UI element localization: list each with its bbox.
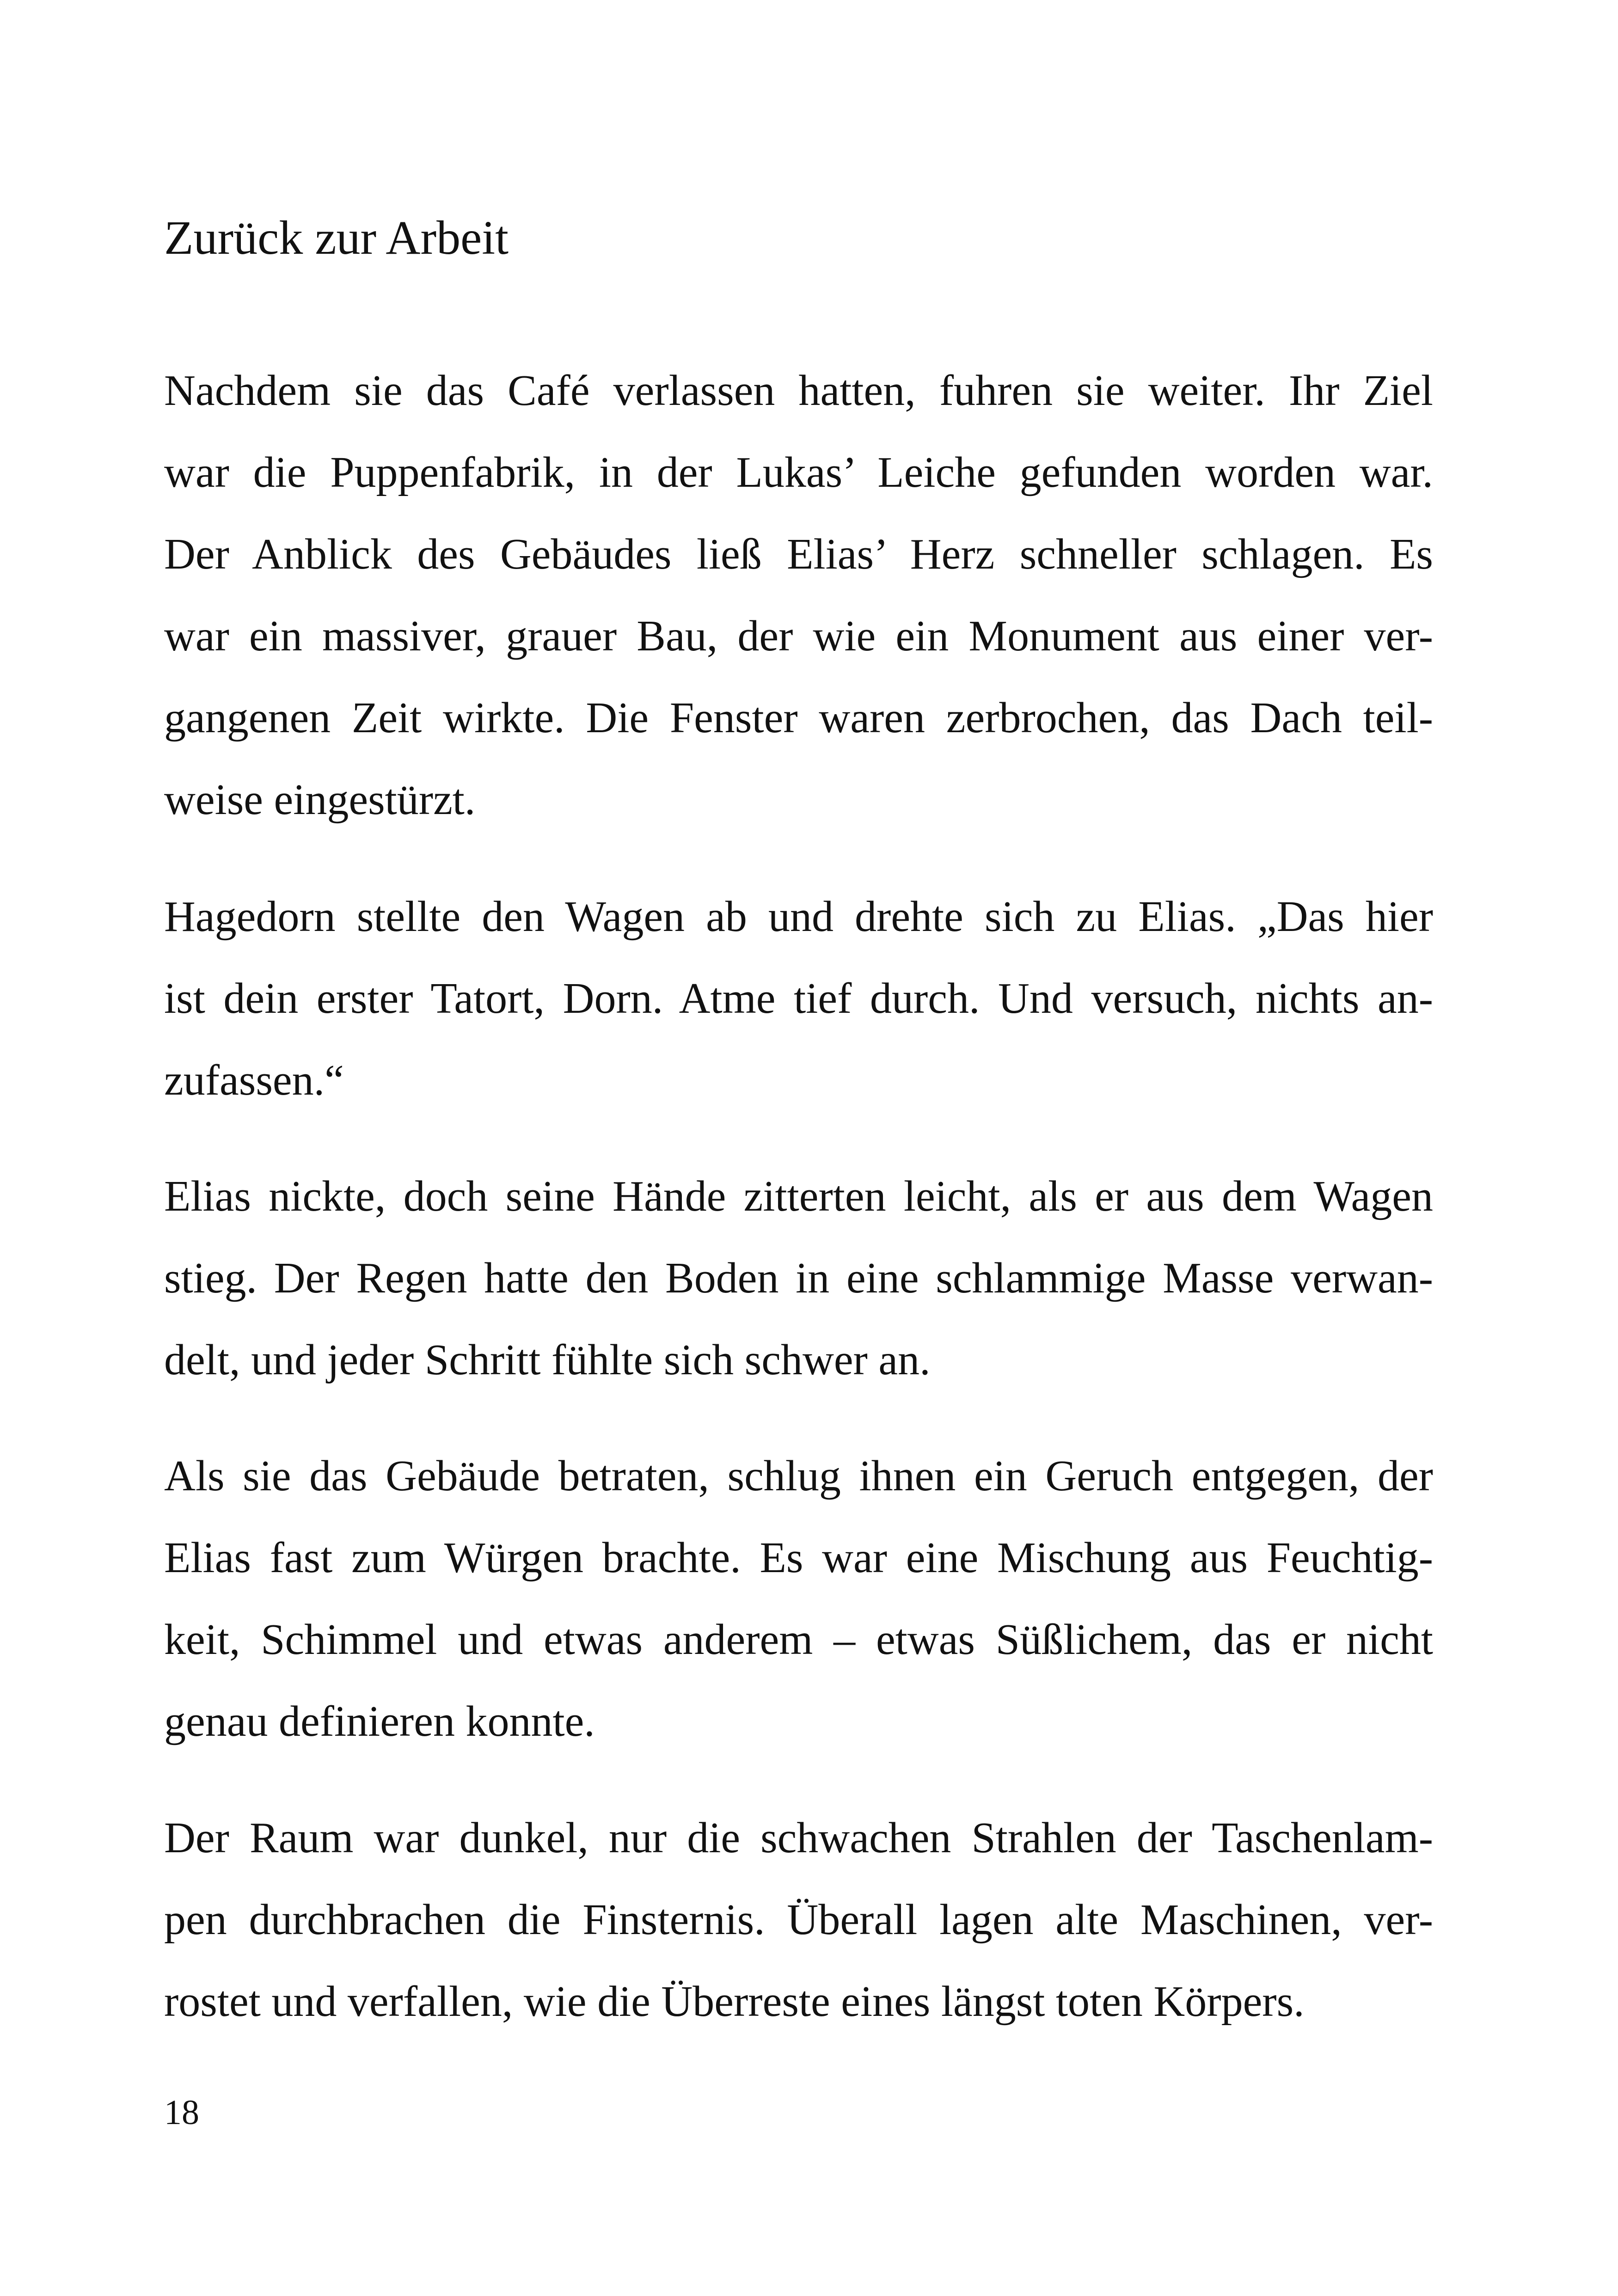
text-line: Hagedorn stellte den Wagen ab und drehte sich zu Elias. „Das hier [164, 893, 1433, 941]
text-line: Elias fast zum Würgen brachte. Es war eine Mischung aus Feuchtig- [164, 1534, 1433, 1582]
text-line: gangenen Zeit wirkte. Die Fenster waren zerbrochen, das Dach teil- [164, 694, 1433, 742]
text-line: delt, und jeder Schritt fühlte sich schwer an. [164, 1336, 931, 1384]
text-line: Als sie das Gebäude betraten, schlug ihnen ein Geruch entgegen, der [164, 1452, 1433, 1500]
text-line: Nachdem sie das Café verlassen hatten, fuhren sie weiter. Ihr Ziel [164, 367, 1433, 415]
text-line: Der Raum war dunkel, nur die schwachen Strahlen der Taschenlam- [164, 1814, 1433, 1862]
text-line: ist dein erster Tatort, Dorn. Atme tief durch. Und versuch, nichts an- [164, 974, 1433, 1022]
paragraph [164, 350, 1433, 841]
text-line: war die Puppenfabrik, in der Lukas’ Leiche gefunden worden war. [164, 448, 1433, 496]
text-line: stieg. Der Regen hatte den Boden in eine schlammige Masse verwan- [164, 1254, 1433, 1302]
text-line: pen durchbrachen die Finsternis. Überall lagen alte Maschinen, ver- [164, 1896, 1433, 1944]
paragraph [164, 876, 1433, 1121]
text-line: genau definieren konnte. [164, 1697, 595, 1745]
page-number: 18 [164, 2093, 199, 2132]
text-line: Der Anblick des Gebäudes ließ Elias’ Herz schneller schlagen. Es [164, 530, 1433, 578]
paragraph [164, 1797, 1433, 2043]
text-line: keit, Schimmel und etwas anderem – etwas Süßlichem, das er nicht [164, 1616, 1433, 1664]
paragraph [164, 1435, 1433, 1763]
chapter-title: Zurück zur Arbeit [164, 211, 509, 264]
paragraph [164, 1156, 1433, 1401]
text-line: weise eingestürzt. [164, 776, 476, 824]
text-line: rostet und verfallen, wie die Überreste eines längst toten Körpers. [164, 1978, 1305, 2026]
text-line: war ein massiver, grauer Bau, der wie ein Monument aus einer ver- [164, 612, 1433, 660]
text-line: zufassen.“ [164, 1056, 344, 1104]
text-line: Elias nickte, doch seine Hände zitterten leicht, als er aus dem Wagen [164, 1172, 1433, 1220]
